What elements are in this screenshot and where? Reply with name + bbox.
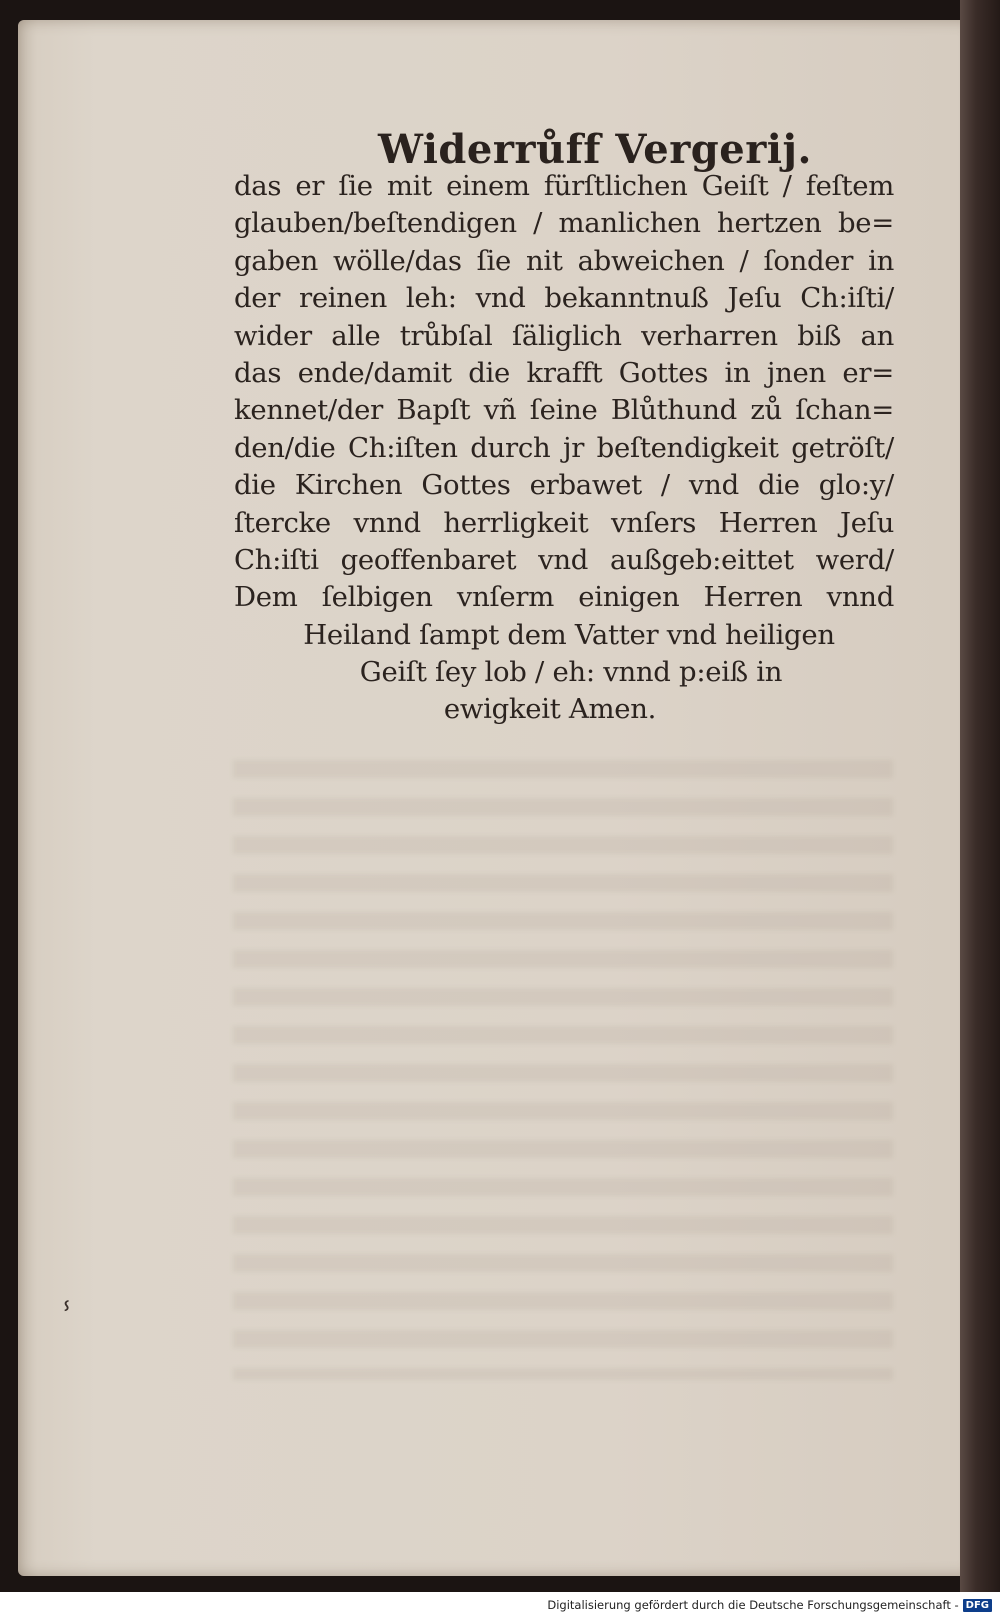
text-line: wider alle trůbſal ſäliglich verharren biß an (234, 319, 894, 352)
dfg-logo-icon: DFG (963, 1599, 992, 1612)
digitization-credit (547, 1598, 992, 1612)
text-line: die Kirchen Gottes erbawet / vnd die glo:y/ (234, 469, 894, 502)
text-line: Heiland ſampt dem Vatter vnd heiligen (303, 618, 835, 651)
text-line: Dem ſelbigen vnſerm einigen Herren vnnd (234, 581, 894, 614)
credit-text: Digitalisierung gefördert durch die Deutsche Forschungsgemeinschaft - (547, 1598, 959, 1612)
text-line: ewigkeit Amen. (443, 693, 657, 726)
text-line: gaben wölle/das ſie nit abweichen / ſonder in (234, 244, 894, 277)
text-line: den/die Ch:iſten durch jr beſtendigkeit getröſt/ (234, 431, 894, 464)
page-heading: Widerrůff Vergerij. (378, 126, 812, 173)
book-edge (960, 0, 1000, 1592)
text-line: der reinen leh: vnd bekanntnuß Jeſu Ch:iſti/ (234, 282, 894, 315)
bleed-through-texture (233, 760, 893, 1380)
text-line: kennet/der Bapſt vñ ſeine Blůthund zů ſchan= (234, 394, 894, 427)
text-line: das ende/damit die krafft Gottes in jnen er= (234, 356, 894, 389)
text-line: Ch:iſti geoffenbaret vnd außgeb:eittet werd/ (234, 543, 894, 576)
text-line: das er ſie mit einem fürſtlichen Geiſt / feſtem (234, 170, 894, 202)
text-line: Geiſt ſey lob / eh: vnnd p:eiß in (359, 656, 783, 689)
body-text (234, 168, 894, 729)
margin-mark: ⸯ (58, 1303, 76, 1338)
text-line: ſtercke vnnd herrligkeit vnſers Herren Jeſu (234, 506, 894, 539)
text-line: glauben/beſtendigen / manlichen hertzen be= (234, 207, 894, 240)
